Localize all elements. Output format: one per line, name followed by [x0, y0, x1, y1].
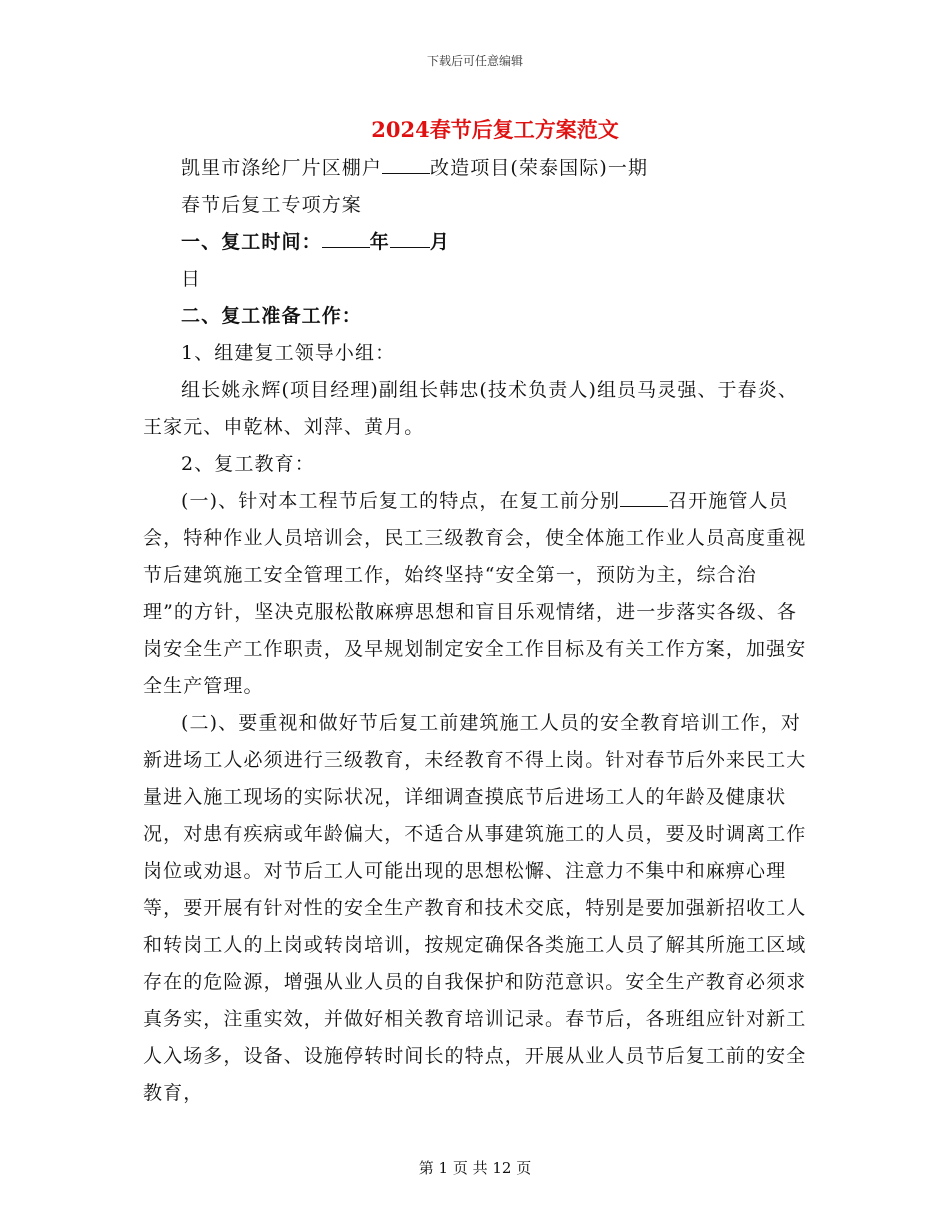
item-1-paragraph: 组长姚永辉(项目经理)副组长韩忠(技术负责人)组员马灵强、于春炎、王家元、申乾林、刘萍、黄月。: [143, 379, 798, 438]
section-2-heading: 二、复工准备工作：: [181, 305, 362, 327]
item-2-heading: 2、复工教育：: [181, 453, 315, 475]
project-name-part2: 改造项目(荣泰国际)一期: [430, 157, 649, 179]
section-1-label: 一、复工时间：: [181, 231, 322, 253]
month-label: 月: [429, 231, 450, 253]
page-header-note: 下载后可任意编辑: [426, 54, 523, 68]
paragraph-2: (二)、要重视和做好节后复工前建筑施工人员的安全教育培训工作，对新进场工人必须进行三级教育，未经教育不得上岗。针对春节后外来民工大量进入施工现场的实际状况，详细调查摸底节后进场工人的年龄及健康状况，对患有疾病或年龄偏大，不适合从事建筑施工的人员，要及时调离工作岗位或劝退。对节后工人可能出现的思想松懈、注意力不集中和麻痹心理等，要开展有针对性的安全生产教育和技术交底，特别是要加强新招收工人和转岗工人的上岗或转岗培训，按规定确保各类施工人员了解其所施工区域存在的危险源，增强从业人员的自我保护和防范意识。安全生产教育必须求真务实，注重实效，并做好相关教育培训记录。春节后，各班组应针对新工人入场多，设备、设施停转时间长的特点，开展从业人员节后复工前的安全教育，: [143, 712, 807, 1104]
year-label: 年: [369, 231, 390, 253]
fill-in-blank: [382, 153, 430, 174]
project-name-part1: 凯里市涤纶厂片区棚户: [181, 157, 383, 179]
year-blank: [322, 227, 370, 248]
document-title: 2024春节后复工方案范文: [371, 117, 619, 142]
document-body: [143, 150, 807, 1112]
paragraph-1-part2: 召开施管人员会，特种作业人员培训会，民工三级教育会，使全体施工作业人员高度重视节后建筑施工安全管理工作，始终坚持“安全第一，预防为主，综合治理”的方针，坚决克服松散麻痹思想和盲目乐观情绪，进一步落实各级、各岗安全生产工作职责，及早规划制定安全工作目标及有关工作方案，加强安全生产管理。: [143, 490, 807, 697]
section-1-heading: [143, 224, 807, 261]
day-label: 日: [181, 268, 202, 290]
paragraph-1: [143, 483, 807, 705]
month-blank: [390, 227, 430, 248]
fill-in-blank: [620, 486, 668, 507]
item-1-heading: 1、组建复工领导小组：: [181, 342, 396, 364]
page-number: 第 1 页 共 12 页: [418, 1159, 532, 1177]
paragraph-1-part1: (一)、针对本工程节后复工的特点，在复工前分别: [181, 490, 621, 512]
project-line: [143, 150, 807, 187]
plan-subtitle: 春节后复工专项方案: [181, 194, 362, 216]
